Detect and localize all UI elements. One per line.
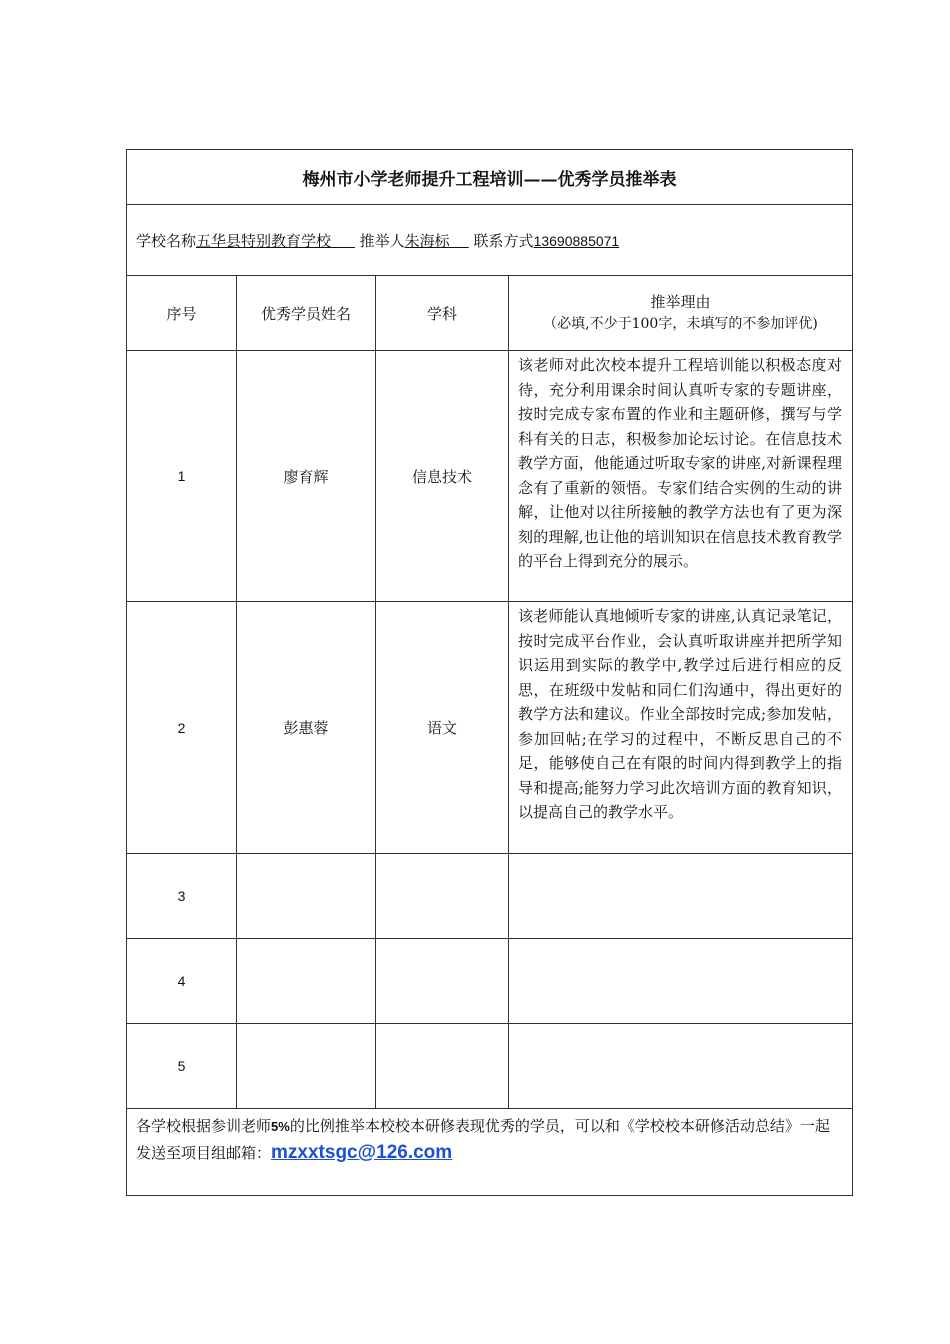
row-index: 1 [127,351,237,602]
footer-text-middle: 的比例推举本校校本研修表现优秀的学员，可以和《学校校本研修活动总结》一起发送至项目组邮箱： [136,1117,830,1162]
footer-percent: 5% [271,1119,290,1134]
row-reason [509,854,853,939]
row-reason [509,1024,853,1109]
table-row [127,854,853,939]
row-subject [376,939,509,1024]
recommender-name: 朱海标 [404,231,450,250]
row-name [237,854,376,939]
header-reason [509,276,853,351]
row-name [237,1024,376,1109]
table-row [127,351,853,602]
email-link[interactable]: mzxxtsgc@126.com [271,1142,453,1163]
row-name: 彭惠蓉 [237,602,376,854]
row-index: 4 [127,939,237,1024]
school-info-row [127,205,853,276]
contact-phone: 13690885071 [533,232,620,249]
recommender-label: 推举人 [359,231,405,250]
header-reason-title: 推举理由 [650,293,711,311]
school-name: 五华县特别教育学校 [196,231,332,250]
footer-note [127,1109,853,1196]
header-index: 序号 [127,276,237,351]
row-name: 廖育辉 [237,351,376,602]
row-reason [509,939,853,1024]
header-subject: 学科 [376,276,509,351]
row-reason: 该老师对此次校本提升工程培训能以积极态度对待，充分利用课余时间认真听专家的专题讲座，按时完成专家布置的作业和主题研修，撰写与学科有关的日志，积极参加论坛讨论。在信息技术教学方面，他能通过听取专家的讲座,对新课程理念有了重新的领悟。专家们结合实例的生动的讲解，让他对以往所接触的教学方法也有了更为深刻的理解,也让他的培训知识在信息技术教育教学的平台上得到充分的展示。 [509,351,853,602]
row-subject [376,1024,509,1109]
table-header-row [127,276,853,351]
form-title: 梅州市小学老师提升工程培训——优秀学员推举表 [127,150,853,205]
row-index: 2 [127,602,237,854]
row-name [237,939,376,1024]
school-label: 学校名称 [136,231,197,250]
contact-label: 联系方式 [473,231,534,250]
footer-text-start: 各学校根据参训老师 [136,1117,272,1135]
recommendation-form-table [126,149,853,1196]
row-reason: 该老师能认真地倾听专家的讲座,认真记录笔记，按时完成平台作业，会认真听取讲座并把所学知识运用到实际的教学中,教学过后进行相应的反思，在班级中发帖和同仁们沟通中，得出更好的教学方法和建议。作业全部按时完成;参加发帖，参加回帖;在学习的过程中，不断反思自己的不足，能够使自己在有限的时间内得到教学上的指导和提高;能努力学习此次培训方面的教育知识，以提高自己的教学水平。 [509,602,853,854]
table-row [127,939,853,1024]
row-index: 3 [127,854,237,939]
row-subject: 语文 [376,602,509,854]
row-subject [376,854,509,939]
table-row [127,1024,853,1109]
table-row [127,602,853,854]
header-name: 优秀学员姓名 [237,276,376,351]
row-subject: 信息技术 [376,351,509,602]
header-reason-note: （必填,不少于100字，未填写的不参加评优) [543,316,818,332]
row-index: 5 [127,1024,237,1109]
